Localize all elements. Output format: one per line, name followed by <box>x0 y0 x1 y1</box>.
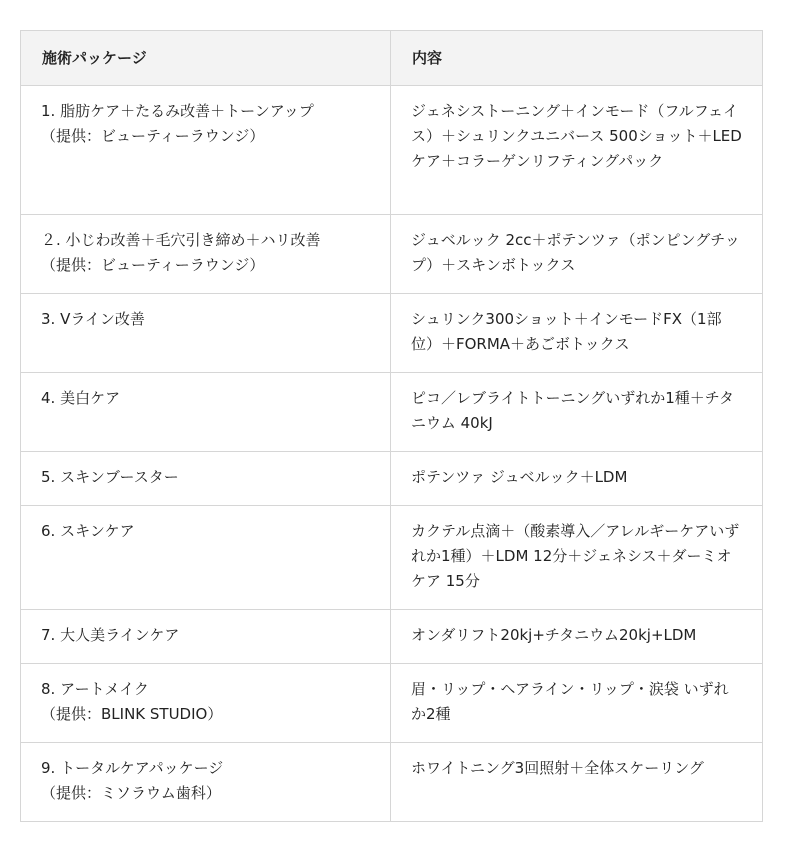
table-row <box>21 215 763 294</box>
package-cell <box>21 743 391 822</box>
package-provider: （提供：BLINK STUDIO） <box>41 705 223 723</box>
content-cell: ジェネシストーニング＋インモード（フルフェイス）＋シュリンクユニバース 500ショット＋LEDケア＋コラーゲンリフティングパック <box>391 86 763 215</box>
package-cell <box>21 294 391 373</box>
package-title: 1. 脂肪ケア＋たるみ改善＋トーンアップ <box>41 102 314 120</box>
package-provider: （提供：ビューティーラウンジ） <box>41 256 265 274</box>
package-title: 8. アートメイク <box>41 680 149 698</box>
content-cell: シュリンク300ショット＋インモードFX（1部位）＋FORMA＋あごボトックス <box>391 294 763 373</box>
content-cell: ポテンツァ ジュベルック＋LDM <box>391 452 763 506</box>
content-cell: ピコ／レブライトトーニングいずれか1種＋チタニウム 40kJ <box>391 373 763 452</box>
content-cell: ジュベルック 2cc＋ポテンツァ（ポンピングチップ）＋スキンボトックス <box>391 215 763 294</box>
package-provider: （提供：ミソラウム歯科） <box>41 784 221 802</box>
table-row <box>21 373 763 452</box>
table-row <box>21 86 763 215</box>
package-title: 5. スキンブースター <box>41 468 179 486</box>
content-cell: カクテル点滴＋（酸素導入／アレルギーケアいずれか1種）＋LDM 12分＋ジェネシス＋ダーミオケア 15分 <box>391 506 763 610</box>
table-row <box>21 294 763 373</box>
table-row <box>21 664 763 743</box>
package-cell <box>21 610 391 664</box>
package-table-container <box>20 30 762 822</box>
package-title: 7. 大人美ラインケア <box>41 626 180 644</box>
content-cell: ホワイトニング3回照射＋全体スケーリング <box>391 743 763 822</box>
header-content: 内容 <box>391 31 763 86</box>
package-title: 4. 美白ケア <box>41 389 121 407</box>
content-cell: 眉・リップ・ヘアライン・リップ・涙袋 いずれか2種 <box>391 664 763 743</box>
package-cell <box>21 373 391 452</box>
package-cell <box>21 215 391 294</box>
table-header-row <box>21 31 763 86</box>
header-package: 施術パッケージ <box>21 31 391 86</box>
package-title: 6. スキンケア <box>41 522 135 540</box>
table-row <box>21 610 763 664</box>
package-table <box>20 30 763 822</box>
package-title: ２. 小じわ改善＋毛穴引き締め＋ハリ改善 <box>41 231 321 249</box>
table-row <box>21 452 763 506</box>
package-cell <box>21 664 391 743</box>
content-cell: オンダリフト20kj+チタニウム20kj+LDM <box>391 610 763 664</box>
package-provider: （提供：ビューティーラウンジ） <box>41 127 265 145</box>
table-row <box>21 506 763 610</box>
package-title: 3. Vライン改善 <box>41 310 145 328</box>
package-cell <box>21 452 391 506</box>
package-title: 9. トータルケアパッケージ <box>41 759 224 777</box>
table-row <box>21 743 763 822</box>
package-cell <box>21 506 391 610</box>
package-cell <box>21 86 391 215</box>
